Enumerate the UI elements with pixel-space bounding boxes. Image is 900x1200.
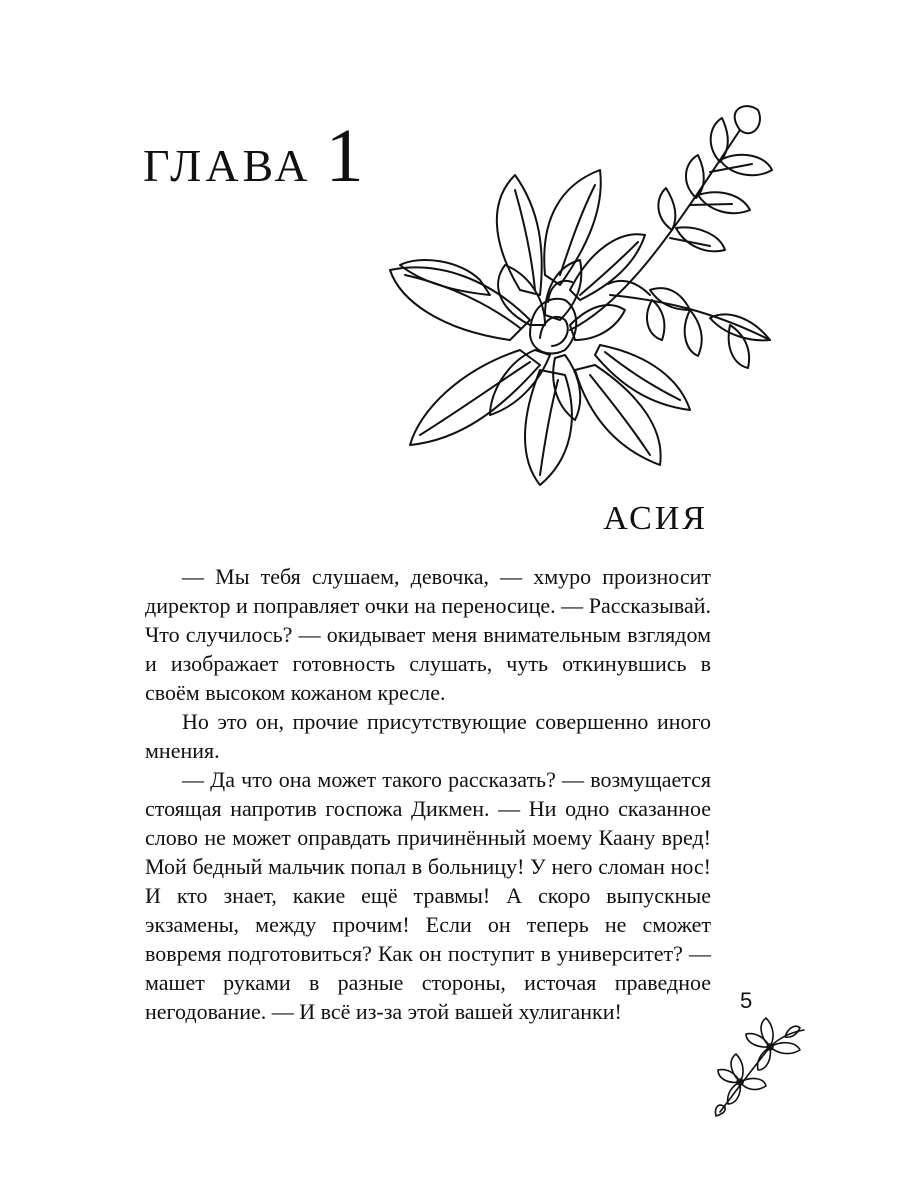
- paragraph-3: — Да что она может такого рассказать? — возмущается стоящая напротив госпожа Дикмен. — Ни одно сказанное слово не может оправдать причинённый моему Каану вред! Мой бедный мальчик попал в больницу! У него сломан нос! И кто знает, какие ещё травмы! А скоро выпускные экзамены, между прочим! Если он теперь не сможет вовремя подготовиться? Как он поступит в университет? — машет руками в разные стороны, источая праведное негодование. — И всё из-за этой вашей хулиганки!: [145, 767, 711, 1024]
- page-number: 5: [740, 988, 753, 1013]
- small-flowers-icon: [700, 1012, 810, 1122]
- paragraph-1: — Мы тебя слушаем, девочка, — хмуро произносит директор и поправляет очки на переносице. — Рассказывай. Что случилось? — окидывает меня внимательным взглядом и изображает готовность слушать, чуть откинувшись в своём высоком кожаном кресле.: [145, 564, 711, 705]
- chapter-number: 1: [325, 114, 364, 198]
- chapter-word: ГЛАВА: [143, 140, 312, 191]
- chapter-heading: [143, 114, 364, 198]
- flower-illustration: [380, 100, 780, 490]
- chapter-text: [145, 562, 711, 1026]
- paragraph-2: Но это он, прочие присутствующие совершенно иного мнения.: [145, 709, 711, 763]
- pov-character-name: АСИЯ: [603, 500, 708, 537]
